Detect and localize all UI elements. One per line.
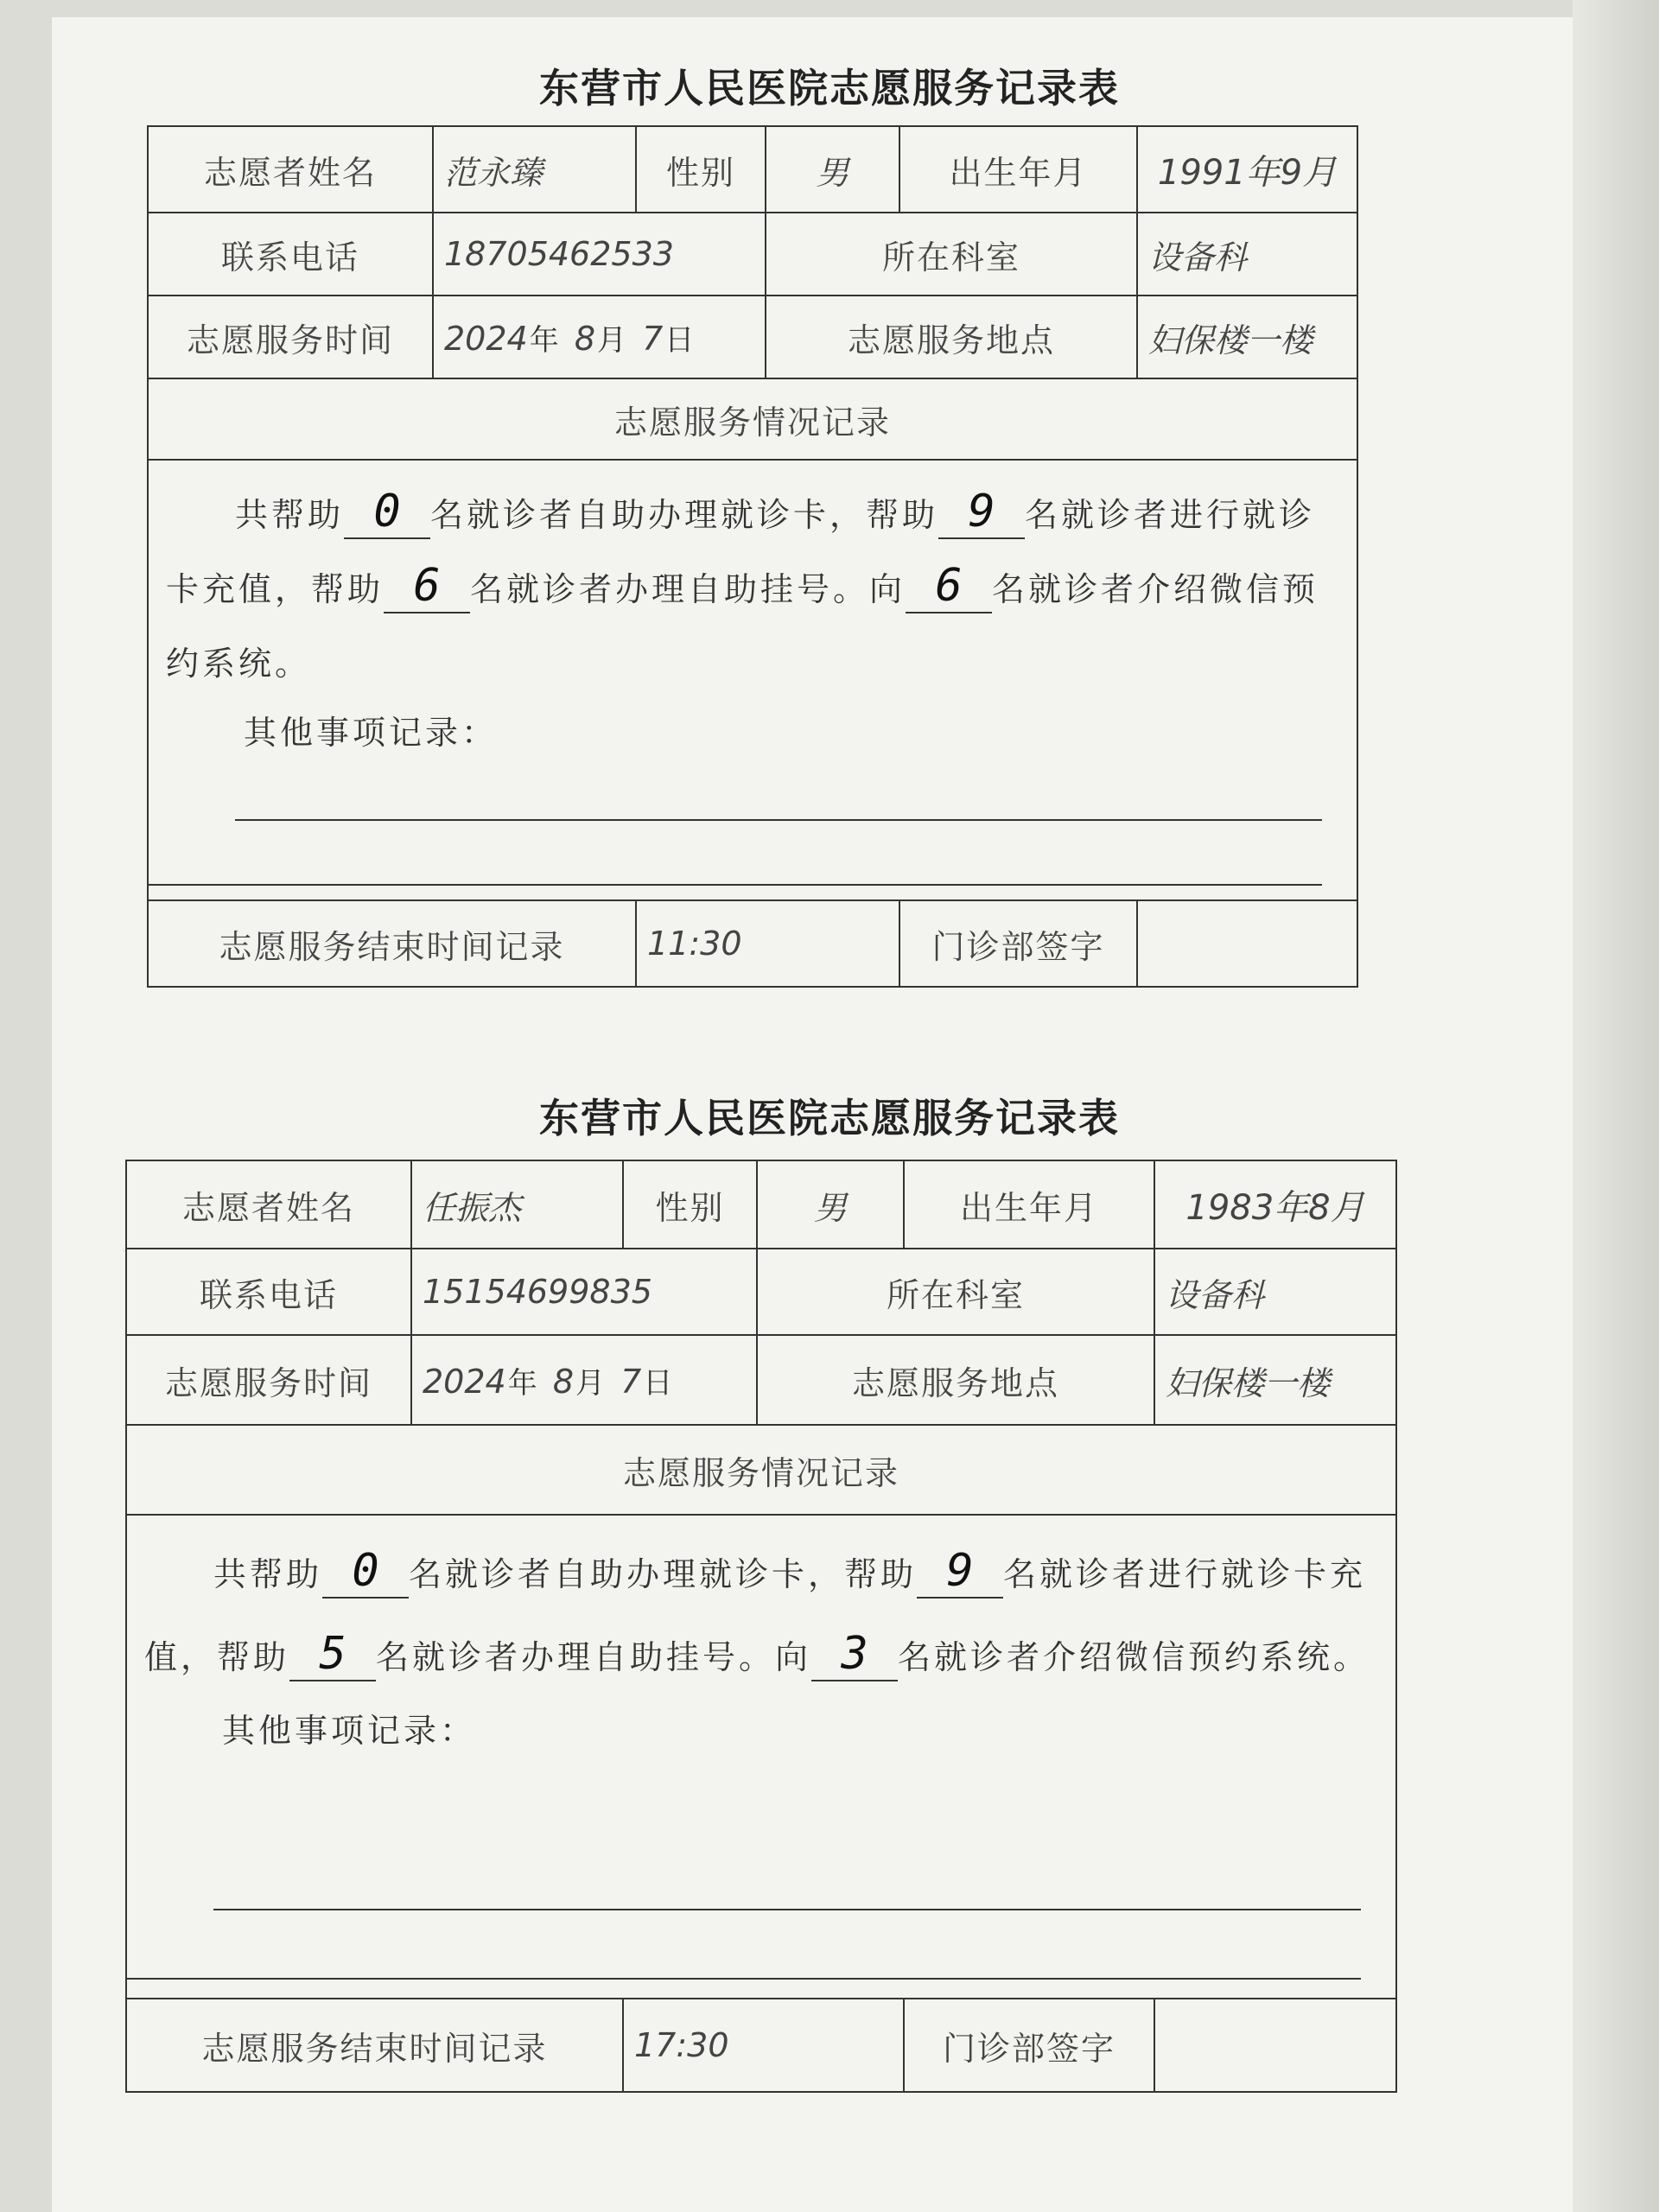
signature-value [1154,1999,1396,2092]
other-notes-label: 其他事项记录： [222,1712,477,1750]
record-table [125,1160,1397,2093]
gender-label: 性别 [636,126,766,213]
gender-label: 性别 [623,1160,757,1249]
service-place-label: 志愿服务地点 [757,1335,1154,1425]
service-date-value [411,1335,757,1425]
dept-label: 所在科室 [766,213,1137,296]
blank-register-count: 6 [384,560,470,613]
record-paragraph: 共帮助 0 名就诊者自助办理就诊卡，帮助 9 名就诊者进行就诊卡充值，帮助 5 名就诊者办理自助挂号。向 3 名就诊者介绍微信预约系统。 [144,1545,1370,1680]
blank-wechat-count: 6 [906,560,992,613]
section-heading: 志愿服务情况记录 [126,1425,1396,1515]
gender-value: 男 [757,1160,904,1249]
blank-recharge-count: 9 [938,486,1025,539]
record-form-2 [0,1037,1659,2160]
form-title: 东营市人民医院志愿服务记录表 [539,65,1120,111]
month-value: 8 [574,319,595,358]
service-time-label: 志愿服务时间 [126,1335,411,1425]
end-time-value: 11:30 [636,900,899,987]
end-time-value: 17:30 [623,1999,904,2092]
year-value: 2024 [423,1362,506,1401]
birth-label: 出生年月 [904,1160,1154,1249]
phone-label: 联系电话 [148,213,433,296]
month-unit: 月 [575,1365,605,1401]
day-unit: 日 [643,1365,673,1401]
signature-value [1137,900,1357,987]
other-notes-label: 其他事项记录： [244,714,499,752]
month-unit: 月 [597,322,626,358]
day-value: 7 [620,1362,642,1401]
name-label: 志愿者姓名 [148,126,433,213]
dept-label: 所在科室 [757,1249,1154,1335]
phone-label: 联系电话 [126,1249,411,1335]
signature-label: 门诊部签字 [899,900,1137,987]
end-time-label: 志愿服务结束时间记录 [126,1999,623,2092]
blank-recharge-count: 9 [917,1545,1003,1599]
year-value: 2024 [444,319,528,358]
phone-value: 18705462533 [433,213,766,296]
form-title: 东营市人民医院志愿服务记录表 [539,1095,1120,1141]
birth-value: 1991年9月 [1137,126,1357,213]
year-unit: 年 [507,1365,537,1401]
dept-value: 设备科 [1154,1249,1396,1335]
day-unit: 日 [664,322,695,358]
blank-card-count: 0 [344,486,430,539]
record-table [147,125,1358,988]
month-value: 8 [552,1362,574,1401]
name-label: 志愿者姓名 [126,1160,411,1249]
day-value: 7 [642,319,664,358]
blank-card-count: 0 [322,1545,409,1599]
service-place-value: 妇保楼一楼 [1137,296,1357,378]
phone-value: 15154699835 [411,1249,757,1335]
blank-register-count: 5 [289,1628,376,1681]
record-body [148,460,1357,900]
notes-line-2 [149,884,1322,886]
signature-label: 门诊部签字 [904,1999,1154,2092]
birth-value: 1983年8月 [1154,1160,1396,1249]
record-body [126,1515,1396,1999]
year-unit: 年 [529,322,559,358]
name-value: 任振杰 [411,1160,623,1249]
service-date-value [433,296,766,378]
service-place-label: 志愿服务地点 [766,296,1137,378]
gender-value: 男 [766,126,899,213]
end-time-label: 志愿服务结束时间记录 [148,900,636,987]
section-heading: 志愿服务情况记录 [148,378,1357,460]
blank-wechat-count: 3 [811,1628,898,1681]
record-form-1 [0,0,1659,1002]
dept-value: 设备科 [1137,213,1357,296]
notes-line-1 [213,1909,1361,1910]
service-time-label: 志愿服务时间 [148,296,433,378]
birth-label: 出生年月 [899,126,1137,213]
record-paragraph: 共帮助 0 名就诊者自助办理就诊卡，帮助 9 名就诊者进行就诊卡充值，帮助 6 名就诊者办理自助挂号。向 6 名就诊者介绍微信预约系统。 [166,486,1319,683]
notes-line-2 [127,1978,1361,1980]
name-value: 范永臻 [433,126,636,213]
service-place-value: 妇保楼一楼 [1154,1335,1396,1425]
notes-line-1 [235,819,1322,821]
